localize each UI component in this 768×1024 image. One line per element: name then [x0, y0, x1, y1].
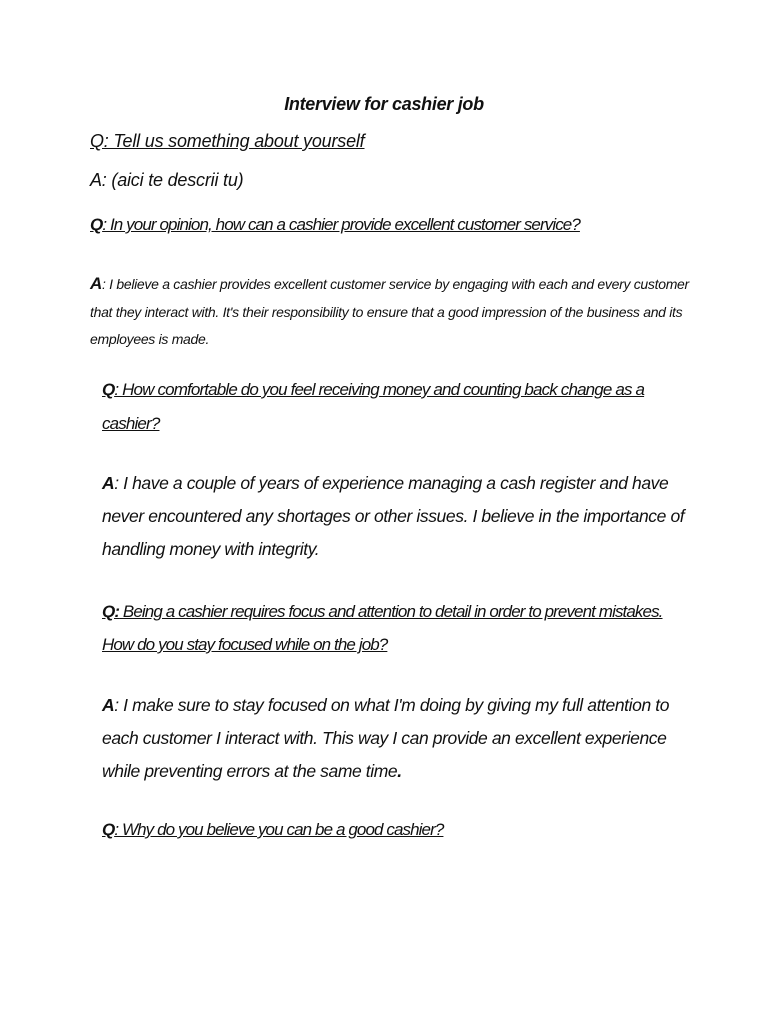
answer-1: A: (aici te descrii tu) — [90, 170, 244, 190]
question-3-text: : How comfortable do you feel receiving money and counting back change as a cashier? — [102, 380, 645, 433]
question-2-text: : In your opinion, how can a cashier provide excellent customer service? — [102, 215, 580, 234]
question-5-marker: Q — [102, 820, 115, 839]
answer-3 — [102, 467, 702, 566]
question-2-marker: Q — [90, 215, 103, 234]
answer-3-text: : I have a couple of years of experience managing a cash register and have never encountered any shortages or other issues. I believe in the importance of handling money with integrity. — [102, 473, 685, 559]
answer-4-marker: A — [102, 695, 115, 715]
question-2 — [90, 215, 580, 235]
question-4 — [102, 595, 682, 661]
question-3-marker: Q — [102, 380, 115, 399]
question-4-marker: Q: — [102, 602, 120, 621]
document-title: Interview for cashier job — [284, 94, 484, 114]
answer-4-text: : I make sure to stay focused on what I'm doing by giving my full attention to each customer I interact with. This way I can provide an excellent experience while preventing errors at the same time — [102, 695, 670, 781]
answer-2-text: : I believe a cashier provides excellent customer service by engaging with each and every customer that they interact with. It's their responsibility to ensure that a good impression of the business and its employees is made. — [90, 276, 689, 347]
answer-3-marker: A — [102, 473, 115, 493]
question-3 — [102, 373, 692, 441]
answer-4 — [102, 689, 702, 788]
question-4-text: Being a cashier requires focus and attention to detail in order to prevent mistakes. How do you stay focused while on the job? — [102, 602, 663, 654]
question-5 — [102, 820, 443, 840]
question-5-text: : Why do you believe you can be a good cashier? — [114, 820, 444, 839]
question-1: Q: Tell us something about yourself — [90, 131, 365, 151]
answer-2 — [90, 270, 690, 354]
answer-4-end-period: . — [397, 761, 402, 781]
answer-2-marker: A — [90, 274, 102, 293]
